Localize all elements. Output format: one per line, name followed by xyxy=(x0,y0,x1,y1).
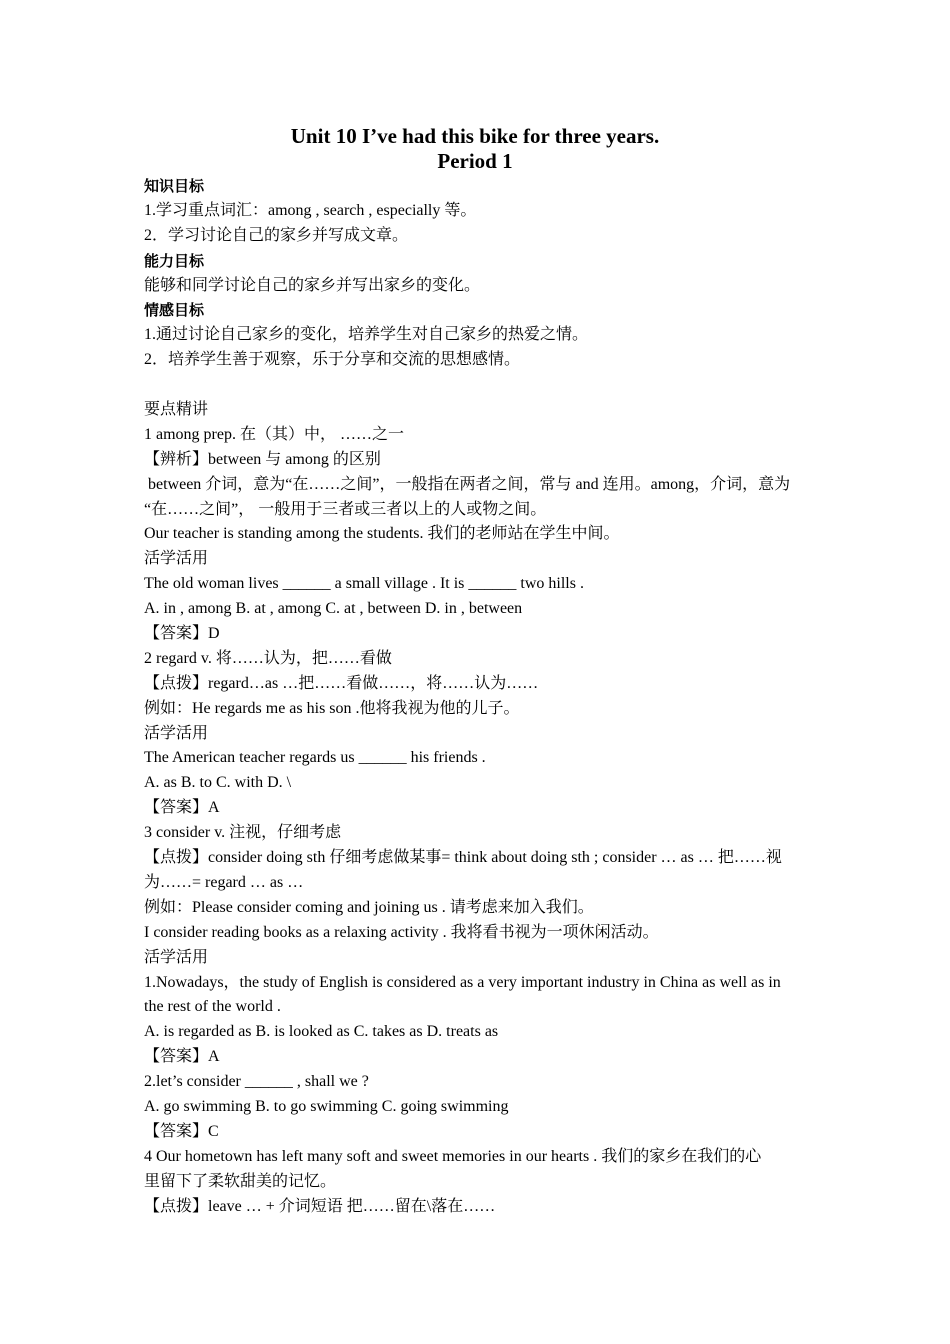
body-line: A. as B. to C. with D. \ xyxy=(144,774,292,792)
body-line: 里留下了柔软甜美的记忆。 xyxy=(144,1172,337,1190)
body-line: 3 consider v. 注视，仔细考虑 xyxy=(144,824,342,842)
body-line: 1.通过讨论自己家乡的变化，培养学生对自己家乡的热爱之情。 xyxy=(144,326,589,344)
body-line: 4 Our hometown has left many soft and sweet memories in our hearts . 我们的家乡在我们的心 xyxy=(144,1147,762,1165)
body-line: 【答案】A xyxy=(144,1048,220,1066)
body-line: 2 regard v. 将……认为，把……看做 xyxy=(144,649,392,667)
document-title: Unit 10 I’ve had this bike for three years. xyxy=(290,124,660,148)
body-line: 【点拨】consider doing sth 仔细考虑做某事= think about doing sth ; consider … as … 把……视 xyxy=(144,849,782,867)
section-heading: 情感目标 xyxy=(144,301,205,320)
body-line: 活学活用 xyxy=(144,948,209,966)
body-line: 活学活用 xyxy=(144,550,209,568)
body-line: 【点拨】leave … + 介词短语 把……留在\落在…… xyxy=(144,1197,496,1215)
body-line: 2．培养学生善于观察，乐于分享和交流的思想感情。 xyxy=(144,351,521,369)
document-body xyxy=(144,174,808,1219)
body-line: 为……= regard … as … xyxy=(144,873,304,891)
body-line: 2.let’s consider ______ , shall we ? xyxy=(144,1073,369,1091)
title-block xyxy=(0,124,950,174)
body-line: 例如：Please consider coming and joining us . 请考虑来加入我们。 xyxy=(144,898,594,916)
body-line: 【答案】D xyxy=(144,625,220,643)
body-line: between 介词，意为“在……之间”，一般指在两者之间，常与 and 连用。among，介词，意为 xyxy=(148,475,791,493)
body-line: A. in , among B. at , among C. at , between D. in , between xyxy=(144,600,523,618)
body-line: 2．学习讨论自己的家乡并写成文章。 xyxy=(144,226,409,244)
body-line: I consider reading books as a relaxing activity . 我将看书视为一项休闲活动。 xyxy=(144,923,659,941)
body-line: 活学活用 xyxy=(144,724,209,742)
body-line: Our teacher is standing among the students. 我们的老师站在学生中间。 xyxy=(144,525,620,543)
body-line: 例如：He regards me as his son .他将我视为他的儿子。 xyxy=(144,699,520,717)
body-line: 能够和同学讨论自己的家乡并写出家乡的变化。 xyxy=(144,276,481,294)
body-line: 1.学习重点词汇：among , search , especially 等。 xyxy=(144,201,477,219)
body-line: 1.Nowadays，the study of English is considered as a very important industry in China as well as in xyxy=(144,973,781,991)
body-line: the rest of the world . xyxy=(144,998,281,1016)
body-line: A. is regarded as B. is looked as C. takes as D. treats as xyxy=(144,1023,499,1041)
body-line: 【答案】C xyxy=(144,1122,219,1140)
body-line: 【点拨】regard…as …把……看做……，将……认为…… xyxy=(144,674,539,692)
body-line: The American teacher regards us ______ his friends . xyxy=(144,749,486,767)
body-line: “在……之间”， 一般用于三者或三者以上的人或物之间。 xyxy=(144,500,547,518)
body-line: 【辨析】between 与 among 的区别 xyxy=(144,450,381,468)
document-subtitle: Period 1 xyxy=(437,149,513,173)
body-line: 要点精讲 xyxy=(144,401,209,419)
section-heading: 能力目标 xyxy=(144,251,205,270)
body-line: 1 among prep. 在（其）中， ……之一 xyxy=(144,425,404,443)
body-line: A. go swimming B. to go swimming C. going swimming xyxy=(144,1097,509,1115)
body-line: 【答案】A xyxy=(144,799,220,817)
section-heading: 知识目标 xyxy=(144,177,205,195)
body-line: The old woman lives ______ a small village . It is ______ two hills . xyxy=(144,575,584,593)
blank-line xyxy=(144,373,808,398)
